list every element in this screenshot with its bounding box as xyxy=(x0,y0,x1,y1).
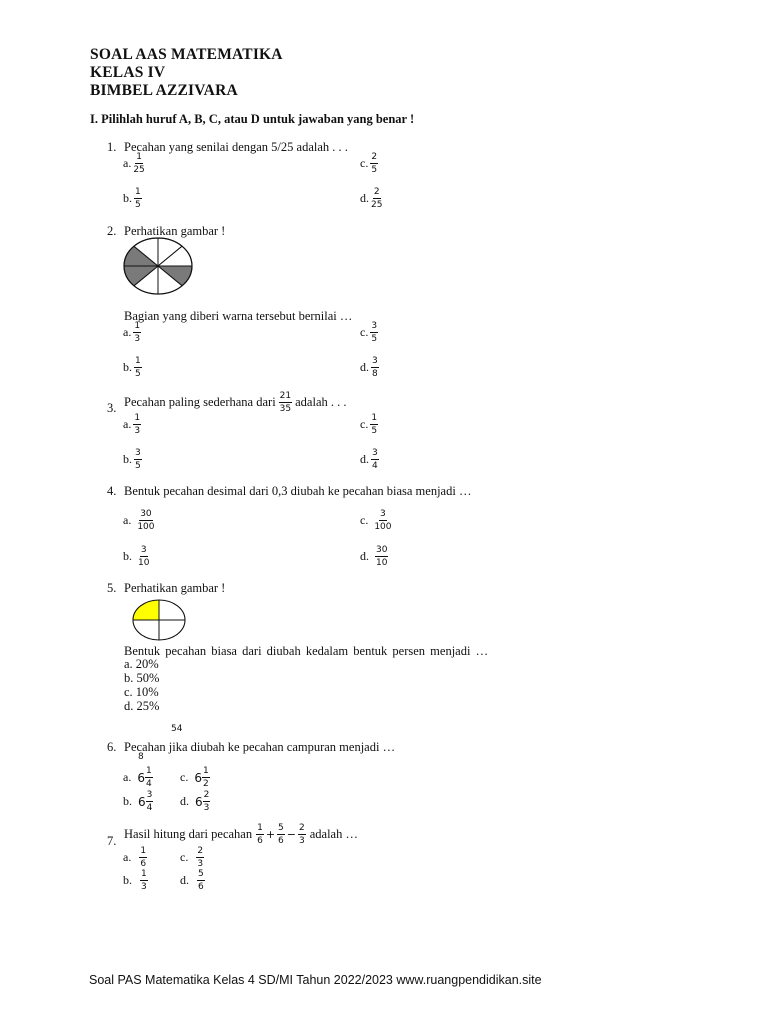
fraction: $\frac{1}{6}$ xyxy=(140,846,147,869)
title-line-2: KELAS IV xyxy=(90,64,166,81)
q5-option-c[interactable]: c. 10% xyxy=(124,685,159,699)
q5-text-2: Bentuk pecahan biasa dari diubah kedalam bentuk persen menjadi … xyxy=(124,644,489,658)
fraction: $\frac{1}{3}$ xyxy=(134,413,141,436)
fraction: $\frac{3}{5}$ xyxy=(371,321,378,344)
fraction: $\frac{30}{10}$ xyxy=(376,545,388,568)
fraction: $\frac{1}{3}$ xyxy=(141,869,147,892)
fraction: $\frac{2}{3}$ xyxy=(197,846,204,869)
q3-text: Pecahan paling sederhana dari $\frac{21}{35}$ adalah . . . xyxy=(124,391,347,414)
q3-option-d[interactable]: d. $\frac{3}{4}$ xyxy=(360,448,378,471)
title-line-3: BIMBEL AZZIVARA xyxy=(90,82,238,99)
q2-number: 2. xyxy=(107,224,117,238)
fraction: $\frac{1}{4}$ xyxy=(145,766,152,789)
q1-option-a[interactable]: a. $\frac{1}{25}$ xyxy=(123,152,145,175)
fraction: $\frac{3}{10}$ xyxy=(138,545,150,568)
fraction: $\frac{3}{5}$ xyxy=(135,448,141,471)
q1-option-d[interactable]: d. $\frac{2}{25}$ xyxy=(360,187,383,210)
q1-text: Pecahan yang senilai dengan 5/25 adalah . . . xyxy=(124,140,348,154)
q2-text-2: Bagian yang diberi warna tersebut bernilai … xyxy=(124,309,353,323)
q6-floating-numerator: 54 xyxy=(171,724,183,734)
q2-circle-figure xyxy=(122,236,194,296)
q4-option-c[interactable]: c. $\frac{3}{100}$ xyxy=(360,509,392,532)
q2-option-b[interactable]: b. $\frac{1}{5}$ xyxy=(123,356,141,379)
fraction: $\frac{1}{6}$ xyxy=(257,823,263,846)
q1-option-c[interactable]: c. $\frac{2}{5}$ xyxy=(360,152,378,175)
q3-number: 3. xyxy=(107,401,117,415)
q5-number: 5. xyxy=(107,581,117,595)
q6-floating-denominator: 8 xyxy=(138,752,144,762)
q6-option-d[interactable]: d. 6 $\frac{2}{3}$ xyxy=(180,790,210,813)
q4-option-b[interactable]: b. $\frac{3}{10}$ xyxy=(123,545,150,568)
q5-option-a[interactable]: a. 20% xyxy=(124,657,159,671)
fraction: $\frac{5}{6}$ xyxy=(278,823,284,846)
q5-option-b[interactable]: b. 50% xyxy=(124,671,160,685)
q1-number: 1. xyxy=(107,140,117,154)
fraction: $\frac{1}{25}$ xyxy=(133,152,145,175)
q6-option-b[interactable]: b. 6 $\frac{3}{4}$ xyxy=(123,790,153,813)
fraction: $\frac{3}{8}$ xyxy=(372,356,378,379)
fraction: $\frac{2}{5}$ xyxy=(371,152,378,175)
q4-text: Bentuk pecahan desimal dari 0,3 diubah ke pecahan biasa menjadi … xyxy=(124,484,472,498)
fraction: $\frac{1}{3}$ xyxy=(134,321,141,344)
q6-text: Pecahan jika diubah ke pecahan campuran menjadi … xyxy=(124,740,396,754)
fraction: $\frac{3}{4}$ xyxy=(372,448,378,471)
fraction: $\frac{3}{100}$ xyxy=(374,509,392,532)
q2-option-c[interactable]: c. $\frac{3}{5}$ xyxy=(360,321,378,344)
fraction: $\frac{1}{5}$ xyxy=(135,187,141,210)
title-line-1: SOAL AAS MATEMATIKA xyxy=(90,46,283,63)
fraction: $\frac{1}{5}$ xyxy=(135,356,141,379)
fraction: $\frac{3}{4}$ xyxy=(146,790,153,813)
q3-option-c[interactable]: c. $\frac{1}{5}$ xyxy=(360,413,378,436)
q6-number: 6. xyxy=(107,740,117,754)
fraction: $\frac{21}{35}$ xyxy=(279,391,292,414)
q5-text: Perhatikan gambar ! xyxy=(124,581,226,595)
instruction: I. Pilihlah huruf A, B, C, atau D untuk jawaban yang benar ! xyxy=(90,112,415,126)
q4-number: 4. xyxy=(107,484,117,498)
q7-option-b[interactable]: b. $\frac{1}{3}$ xyxy=(123,869,147,892)
q5-circle-figure xyxy=(131,598,187,642)
q3-option-a[interactable]: a. $\frac{1}{3}$ xyxy=(123,413,141,436)
q1-option-b[interactable]: b. $\frac{1}{5}$ xyxy=(123,187,141,210)
q3-option-b[interactable]: b. $\frac{3}{5}$ xyxy=(123,448,141,471)
q7-option-d[interactable]: d. $\frac{5}{6}$ xyxy=(180,869,204,892)
fraction: $\frac{2}{3}$ xyxy=(203,790,210,813)
fraction: $\frac{30}{100}$ xyxy=(137,509,155,532)
footer-text: Soal PAS Matematika Kelas 4 SD/MI Tahun 2022/2023 www.ruangpendidikan.site xyxy=(89,973,542,987)
q4-option-a[interactable]: a. $\frac{30}{100}$ xyxy=(123,509,155,532)
fraction: $\frac{1}{5}$ xyxy=(371,413,378,436)
q7-text: Hasil hitung dari pecahan $\frac{1}{6}$ + $\frac{5}{6}$ − $\frac{2}{3}$ adalah … xyxy=(124,823,358,846)
q6-option-a[interactable]: a. 6 $\frac{1}{4}$ xyxy=(123,766,152,789)
q2-text: Perhatikan gambar ! xyxy=(124,224,226,238)
fraction: $\frac{2}{3}$ xyxy=(299,823,305,846)
q6-option-c[interactable]: c. 6 $\frac{1}{2}$ xyxy=(180,766,209,789)
q7-option-a[interactable]: a. $\frac{1}{6}$ xyxy=(123,846,147,869)
q7-number: 7. xyxy=(107,834,117,848)
fraction: $\frac{2}{25}$ xyxy=(371,187,383,210)
q5-option-d[interactable]: d. 25% xyxy=(124,699,160,713)
q2-option-d[interactable]: d. $\frac{3}{8}$ xyxy=(360,356,378,379)
fraction: $\frac{5}{6}$ xyxy=(198,869,204,892)
q7-option-c[interactable]: c. $\frac{2}{3}$ xyxy=(180,846,204,869)
fraction: $\frac{1}{2}$ xyxy=(202,766,209,789)
q4-option-d[interactable]: d. $\frac{30}{10}$ xyxy=(360,545,388,568)
q2-option-a[interactable]: a. $\frac{1}{3}$ xyxy=(123,321,141,344)
